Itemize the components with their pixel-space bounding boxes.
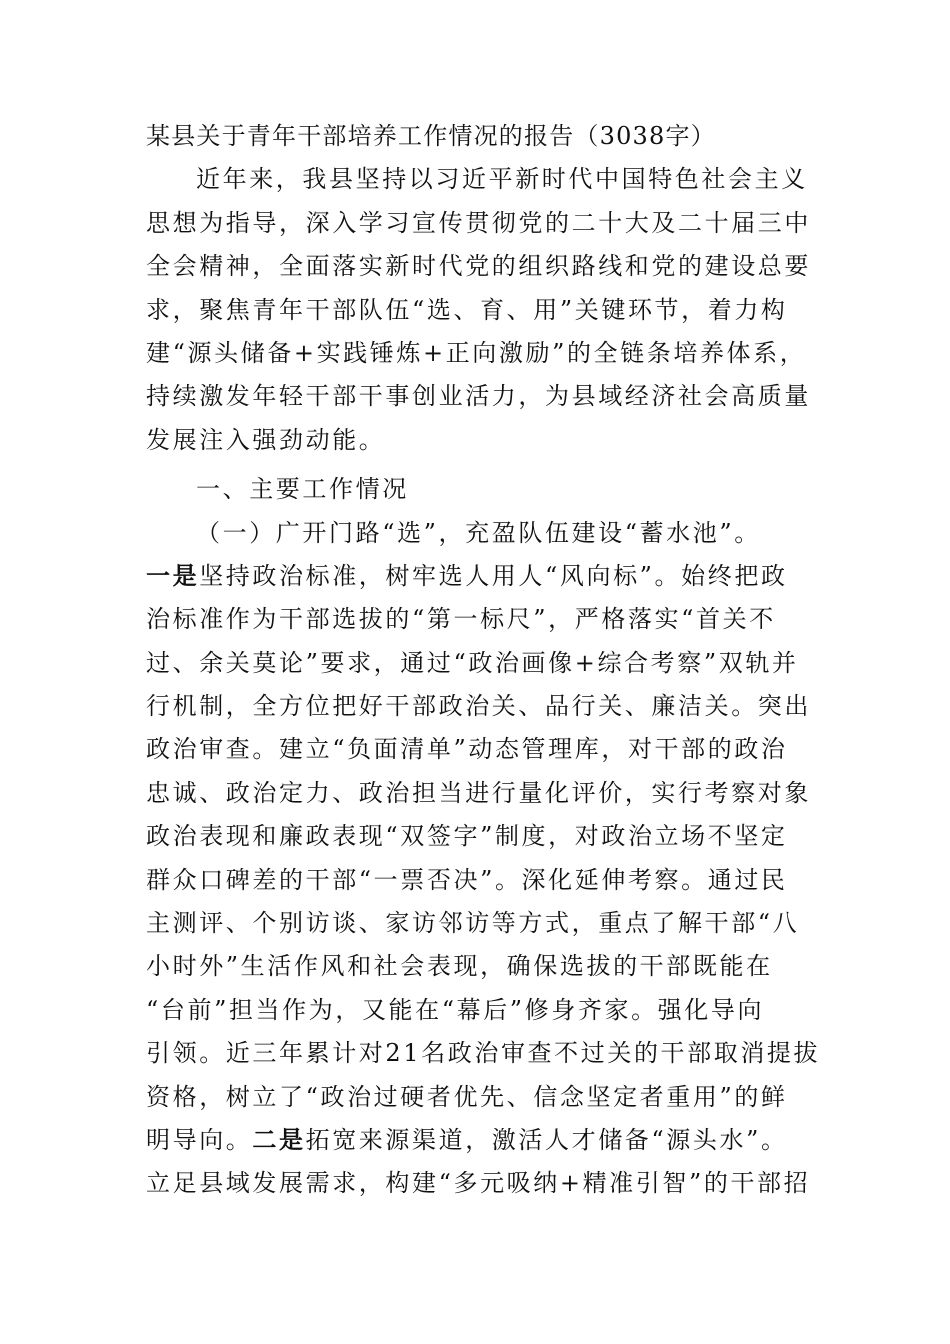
- point-label: 二是: [252, 1125, 306, 1154]
- body-paragraph: [146, 555, 821, 1206]
- point-text: 坚持政治标准，树牢选人用人“风向标”。始终把政: [199, 561, 788, 590]
- paragraph-line: 忠诚、政治定力、政治担当进行量化评价，实行考察对象: [146, 778, 811, 807]
- paragraph-line: 全会精神，全面落实新时代党的组织路线和党的建设总要: [146, 252, 811, 281]
- paragraph-line: 政治审查。建立“负面清单”动态管理库，对干部的政治: [146, 735, 788, 764]
- paragraph-line: 政治表现和廉政表现“双签字”制度，对政治立场不坚定: [146, 822, 788, 851]
- paragraph-line: “台前”担当作为，又能在“幕后”修身齐家。强化导向: [146, 995, 765, 1024]
- paragraph-line: 行机制，全方位把好干部政治关、品行关、廉洁关。突出: [146, 692, 811, 721]
- document-title: 某县关于青年干部培养工作情况的报告（3038字）: [146, 122, 716, 150]
- paragraph-line: 持续激发年轻干部干事创业活力，为县域经济社会高质量: [146, 382, 811, 411]
- paragraph-line: 近年来，我县坚持以习近平新时代中国特色社会主义: [196, 165, 808, 194]
- paragraph-line: [146, 1119, 808, 1162]
- paragraph-line: 过、余关莫论”要求，通过“政治画像+综合考察”双轨并: [146, 648, 799, 677]
- paragraph-line: 资格，树立了“政治过硬者优先、信念坚定者重用”的鲜: [146, 1082, 788, 1111]
- point-text: 拓宽来源渠道，激活人才储备“源头水”。: [305, 1125, 788, 1154]
- paragraph-line: 群众口碑差的干部“一票否决”。深化延伸考察。通过民: [146, 865, 788, 894]
- paragraph-line: 治标准作为干部选拔的“第一标尺”，严格落实“首关不: [146, 605, 776, 634]
- paragraph-line: 立足县域发展需求，构建“多元吸纳+精准引智”的干部招: [146, 1169, 811, 1198]
- subsection-heading: （一）广开门路“选”，充盈队伍建设“蓄水池”。: [196, 518, 761, 547]
- paragraph-line: 引领。近三年累计对21名政治审查不过关的干部取消提拔: [146, 1039, 821, 1068]
- paragraph-line: 主测评、个别访谈、家访邻访等方式，重点了解干部“八: [146, 909, 800, 938]
- intro-paragraph: [146, 158, 811, 462]
- paragraph-line: 小时外”生活作风和社会表现，确保选拔的干部既能在: [146, 952, 773, 981]
- paragraph-line: 发展注入强劲动能。: [146, 425, 386, 454]
- paragraph-line: 求，聚焦青年干部队伍“选、育、用”关键环节，着力构: [146, 295, 788, 324]
- paragraph-line: 建“源头储备+实践锤炼+正向激励”的全链条培养体系，: [146, 338, 807, 367]
- section-heading: 一、主要工作情况: [196, 475, 409, 504]
- point-text: 明导向。: [146, 1125, 253, 1154]
- document-page: [146, 115, 821, 1206]
- point-label: 一是: [146, 561, 200, 590]
- paragraph-line: 思想为指导，深入学习宣传贯彻党的二十大及二十届三中: [146, 208, 811, 237]
- paragraph-line: [146, 555, 808, 598]
